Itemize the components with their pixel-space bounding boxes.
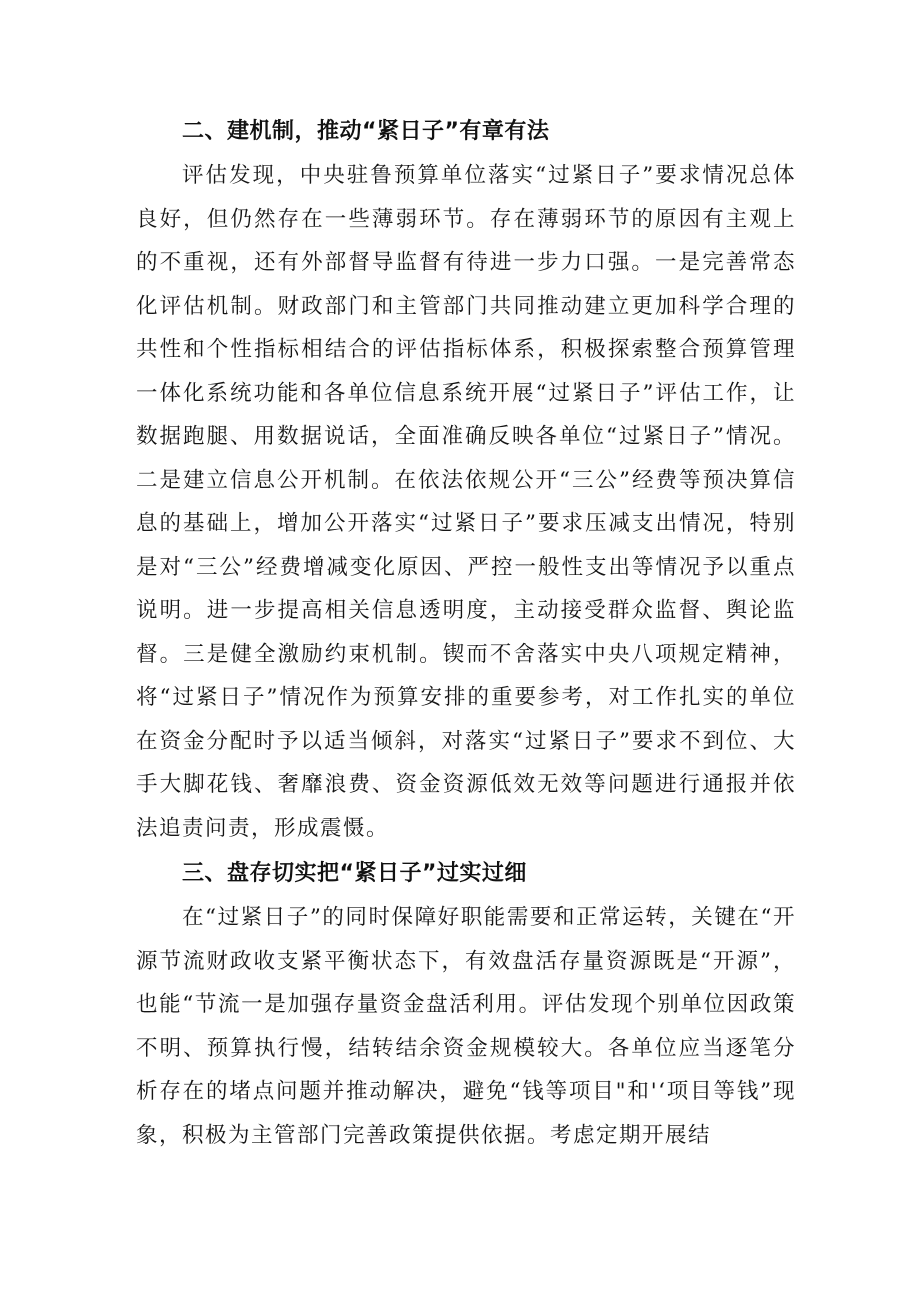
document-body bbox=[136, 112, 796, 1157]
section-paragraph: 在“过紧日子”的同时保障好职能需要和正常运转，关键在“开源节流财政收支紧平衡状态下，有效盘活存量资源既是“开源”，也能“节流一是加强存量资金盘活利用。评估发现个别单位因政策不明、预算执行慢，结转结余资金规模较大。各单位应当逐笔分析存在的堵点问题并推动解决，避免“钱等项目"和'‘项目等钱”现象，积极为主管部门完善政策提供依据。考虑定期开展结 bbox=[136, 905, 796, 1148]
section-heading: 三、盘存切实把“紧日子”过实过细 bbox=[182, 861, 527, 886]
section-paragraph: 评估发现，中央驻鲁预算单位落实“过紧日子”要求情况总体良好，但仍然存在一些薄弱环节。存在薄弱环节的原因有主观上的不重视，还有外部督导监督有待进一步力口强。一是完善常态化评估机制。财政部门和主管部门共同推动建立更加科学合理的共性和个性指标相结合的评估指标体系，积极探索整合预算管理一体化系统功能和各单位信息系统开展“过紧日子”评估工作，让数据跑腿、用数据说话，全面准确反映各单位“过紧日子”情况。二是建立信息公开机制。在依法依规公开“三公”经费等预决算信息的基础上，增加公开落实“过紧日子”要求压减支出情况，特别是对“三公”经费增减变化原因、严控一般性支出等情况予以重点说明。进一步提高相关信息透明度，主动接受群众监督、舆论监督。三是健全激励约束机制。锲而不舍落实中央八项规定精神，将“过紧日子”情况作为预算安排的重要参考，对工作扎实的单位在资金分配时予以适当倾斜，对落实“过紧日子”要求不到位、大手大脚花钱、奢靡浪费、资金资源低效无效等问题进行通报并依法追责问责，形成震慑。 bbox=[136, 163, 796, 841]
section-heading: 二、建机制，推动“紧日子”有章有法 bbox=[182, 119, 550, 144]
